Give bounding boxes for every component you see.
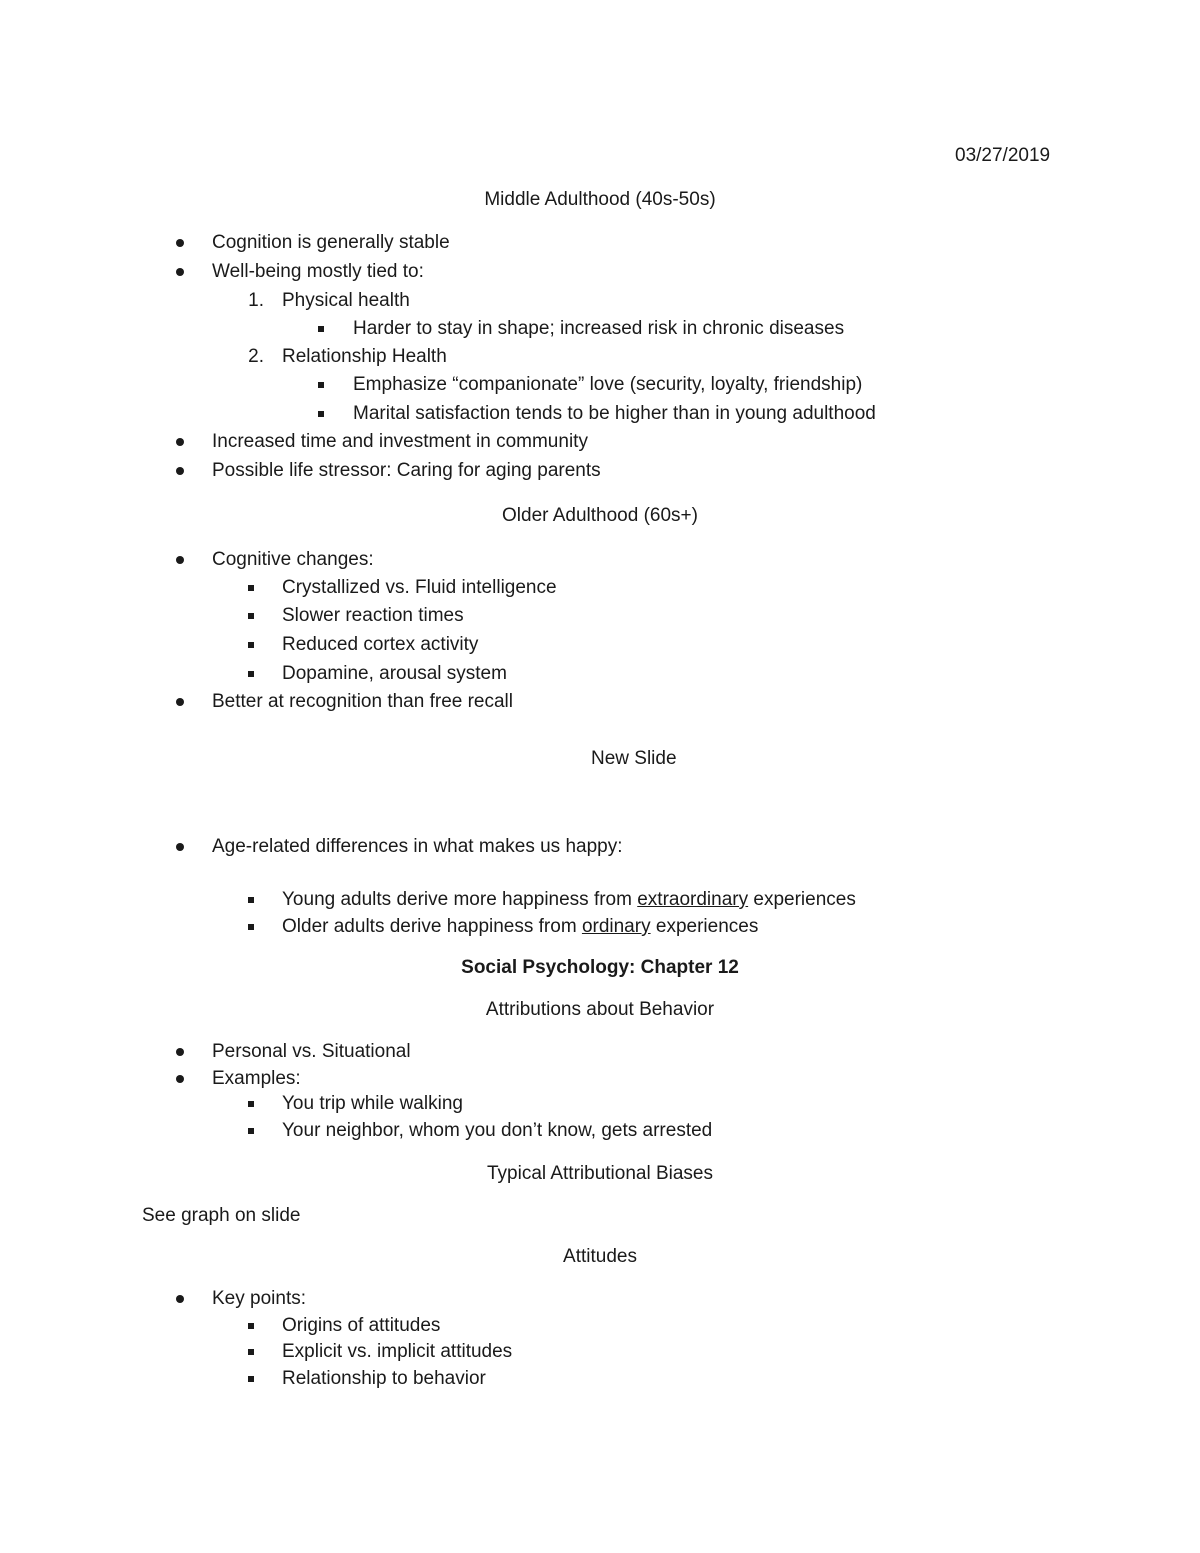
heading-attributions: Attributions about Behavior [485,999,715,1020]
date: 03/27/2019 [955,145,1051,166]
bullet-dot [176,268,184,276]
bullet-dot [176,467,184,475]
list-item: Reduced cortex activity [282,634,479,655]
list-item: Slower reaction times [282,605,464,626]
bullet-square [318,326,324,332]
list-number: 1. [248,290,264,311]
list-item: Your neighbor, whom you don’t know, gets arrested [282,1120,713,1141]
bullet-square [318,382,324,388]
list-item: Crystallized vs. Fluid intelligence [282,577,557,598]
heading-attitudes: Attitudes [563,1246,637,1267]
bullet-square [248,671,254,677]
underlined-word: ordinary [581,916,651,937]
heading-new-slide: New Slide [591,748,677,769]
list-item: Cognitive changes: [212,549,374,570]
bullet-dot [176,843,184,851]
bullet-square [248,924,254,930]
bullet-square [248,897,254,903]
list-item: Young adults derive more happiness from extraordinary experiences [282,889,856,910]
bullet-square [248,642,254,648]
list-item: Examples: [212,1068,301,1089]
bullet-square [248,1128,254,1134]
bullet-dot [176,239,184,247]
bullet-dot [176,556,184,564]
bullet-square [318,411,324,417]
list-item: Age-related differences in what makes us happy: [212,836,623,857]
bullet-dot [176,438,184,446]
list-item: Emphasize “companionate” love (security, loyalty, friendship) [353,374,863,395]
underlined-word: extraordinary [637,889,749,910]
paragraph: See graph on slide [142,1205,301,1226]
heading-biases: Typical Attributional Biases [486,1163,713,1184]
list-item: Harder to stay in shape; increased risk in chronic diseases [353,318,845,339]
bullet-dot [176,1048,184,1056]
list-item: Possible life stressor: Caring for aging parents [212,460,601,481]
bullet-square [248,585,254,591]
bullet-square [248,1376,254,1382]
list-item: Marital satisfaction tends to be higher than in young adulthood [353,403,876,424]
list-item: Physical health [282,290,410,311]
list-item: Key points: [212,1288,306,1309]
list-item: Older adults derive happiness from ordinary experiences [282,916,759,937]
list-item: Cognition is generally stable [212,232,450,253]
chapter-title: Social Psychology: Chapter 12 [461,957,739,978]
list-item: Explicit vs. implicit attitudes [282,1341,513,1362]
list-item: Dopamine, arousal system [282,663,507,684]
bullet-square [248,1323,254,1329]
list-item: Increased time and investment in community [212,431,588,452]
bullet-square [248,613,254,619]
list-item: Relationship to behavior [282,1368,486,1389]
list-item: Well-being mostly tied to: [212,261,424,282]
bullet-dot [176,698,184,706]
list-item: Relationship Health [282,346,447,367]
heading-older-adulthood: Older Adulthood (60s+) [502,505,698,526]
list-number: 2. [248,346,264,367]
list-item: Better at recognition than free recall [212,691,514,712]
bullet-dot [176,1075,184,1083]
list-item: You trip while walking [282,1093,463,1114]
bullet-square [248,1349,254,1355]
list-item: Origins of attitudes [282,1315,441,1336]
bullet-square [248,1101,254,1107]
list-item: Personal vs. Situational [212,1041,411,1062]
bullet-dot [176,1295,184,1303]
heading-middle-adulthood: Middle Adulthood (40s-50s) [484,189,716,210]
